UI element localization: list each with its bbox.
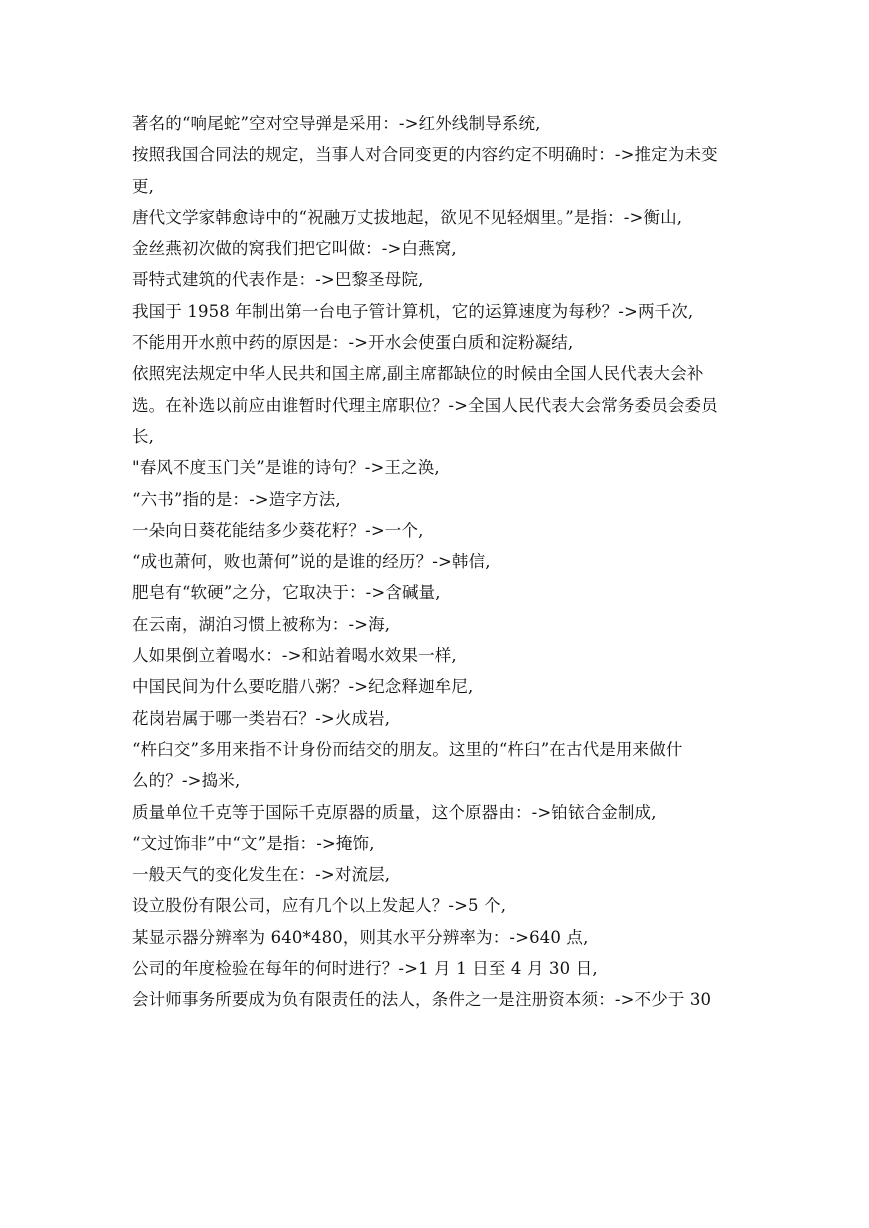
text-line: 选。在补选以前应由谁暂时代理主席职位？->全国人民代表大会常务委员会委员	[132, 395, 718, 415]
text-line: 著名的“响尾蛇”空对空导弹是采用：->红外线制导系统,	[132, 114, 541, 133]
text-line: 在云南，湖泊习惯上被称为：->海,	[132, 614, 391, 634]
text-line: 长,	[132, 426, 155, 446]
text-line: 某显示器分辨率为 640*480，则其水平分辨率为：->640 点,	[132, 927, 589, 947]
text-line: 不能用开水煎中药的原因是：->开水会使蛋白质和淀粉凝结,	[132, 333, 574, 353]
text-line: 哥特式建筑的代表作是：->巴黎圣母院,	[132, 270, 424, 290]
text-line: “杵臼交”多用来指不计身份而结交的朋友。这里的“杵臼”在古代是用来做什	[132, 739, 683, 759]
text-line: “六书”指的是：->造字方法,	[132, 489, 341, 509]
document-body	[132, 108, 740, 1016]
text-line: 一朵向日葵花能结多少葵花籽？->一个,	[132, 520, 424, 540]
text-line: 我国于 1958 年制出第一台电子管计算机，它的运算速度为每秒？->两千次,	[132, 301, 694, 321]
text-line: 人如果倒立着喝水：->和站着喝水效果一样,	[132, 646, 457, 666]
text-line: “成也萧何，败也萧何”说的是谁的经历？->韩信,	[132, 552, 491, 572]
text-line: “文过饰非”中“文”是指：->掩饰,	[132, 833, 375, 853]
text-line: 肥皂有“软硬”之分，它取决于：->含碱量,	[132, 583, 441, 603]
text-line: 一般天气的变化发生在：->对流层,	[132, 865, 391, 885]
text-line: 唐代文学家韩愈诗中的“祝融万丈拔地起，欲见不见轻烟里。”是指：->衡山,	[132, 207, 683, 227]
text-line: 么的？->捣米,	[132, 771, 241, 791]
text-line: 公司的年度检验在每年的何时进行？->1 月 1 日至 4 月 30 日,	[132, 959, 598, 979]
text-line: 依照宪法规定中华人民共和国主席,副主席都缺位的时候由全国人民代表大会补	[132, 364, 704, 384]
text-line: 设立股份有限公司，应有几个以上发起人？->5 个,	[132, 896, 507, 916]
text-line: 质量单位千克等于国际千克原器的质量，这个原器由：->铂铱合金制成,	[132, 802, 657, 822]
text-line: 更,	[132, 176, 155, 196]
text-line: "春风不度玉门关”是谁的诗句？->王之涣,	[132, 458, 440, 478]
text-line: 金丝燕初次做的窝我们把它叫做：->白燕窝,	[132, 239, 457, 259]
text-line: 会计师事务所要成为负有限责任的法人，条件之一是注册资本须：->不少于 30	[132, 990, 712, 1010]
text-line: 中国民间为什么要吃腊八粥？->纪念释迦牟尼,	[132, 677, 474, 697]
text-line: 花岗岩属于哪一类岩石？->火成岩,	[132, 708, 391, 728]
text-line: 按照我国合同法的规定，当事人对合同变更的内容约定不明确时：->推定为未变	[132, 145, 718, 165]
